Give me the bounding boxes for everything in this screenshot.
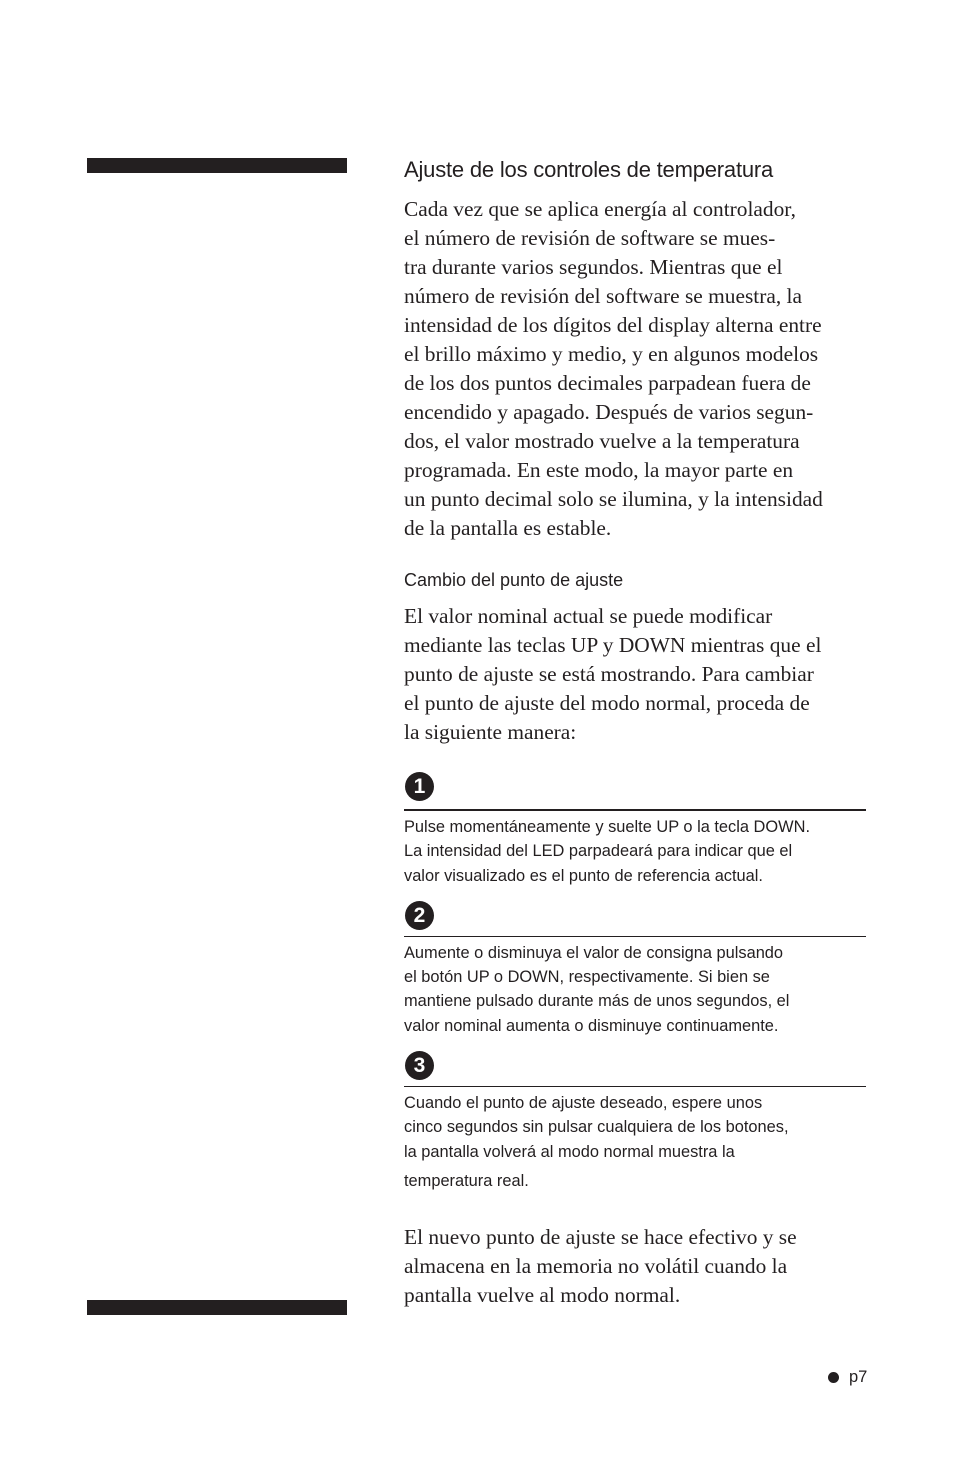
intro-line: encendido y apagado. Después de varios segun- — [404, 400, 814, 424]
intro-paragraph — [404, 195, 874, 543]
closing-line: almacena en la memoria no volátil cuando la — [404, 1254, 788, 1279]
step-text — [404, 941, 874, 1038]
intro-line: el número de revisión de software se mues- — [404, 226, 776, 250]
intro-line: de la pantalla es estable. — [404, 516, 612, 540]
step-line: Pulse momentáneamente y suelte UP o la tecla DOWN. — [404, 818, 811, 836]
decorative-rule-bottom — [87, 1300, 347, 1315]
subsection-paragraph — [404, 602, 874, 747]
step-1 — [404, 772, 874, 888]
para-line: la siguiente manera: — [404, 720, 577, 744]
step-line: el botón UP o DOWN, respectivamente. Si bien se — [404, 968, 770, 987]
closing-line: El nuevo punto de ajuste se hace efectivo y se — [404, 1225, 797, 1250]
intro-line: dos, el valor mostrado vuelve a la temperatura — [404, 429, 800, 453]
step-divider — [404, 936, 866, 937]
para-line: punto de ajuste se está mostrando. Para cambiar — [404, 662, 814, 686]
step-divider — [404, 1086, 866, 1087]
step-text — [404, 815, 874, 888]
decorative-rule-top — [87, 158, 347, 173]
step-line: La intensidad del LED parpadeará para indicar que el — [404, 842, 793, 861]
intro-line: intensidad de los dígitos del display alterna entre — [404, 313, 822, 337]
step-line: mantiene pulsado durante más de unos segundos, el — [404, 992, 790, 1011]
step-line: la pantalla volverá al modo normal muestra la — [404, 1142, 735, 1161]
intro-line: número de revisión del software se muestra, la — [404, 284, 802, 308]
intro-line: programada. En este modo, la mayor parte en — [404, 458, 794, 482]
subsection-title: Cambio del punto de ajuste — [404, 570, 624, 590]
page-number-text: p7 — [849, 1368, 868, 1386]
section-title: Ajuste de los controles de temperatura — [404, 157, 774, 182]
step-line: cinco segundos sin pulsar cualquiera de los botones, — [404, 1118, 789, 1137]
para-line: el punto de ajuste del modo normal, proceda de — [404, 691, 810, 715]
intro-line: de los dos puntos decimales parpadean fuera de — [404, 371, 811, 395]
intro-line: un punto decimal solo se ilumina, y la intensidad — [404, 487, 823, 511]
step-number-badge: 3 — [405, 1051, 434, 1080]
para-line: mediante las teclas UP y DOWN mientras que el — [404, 633, 822, 657]
step-divider — [404, 809, 866, 811]
step-text — [404, 1091, 874, 1193]
main-content — [404, 154, 874, 1310]
bullet-icon — [828, 1372, 839, 1383]
intro-line: el brillo máximo y medio, y en algunos modelos — [404, 342, 819, 366]
step-line: Cuando el punto de ajuste deseado, espere unos — [404, 1094, 763, 1113]
para-line: El valor nominal actual se puede modificar — [404, 604, 773, 628]
closing-paragraph — [404, 1223, 874, 1310]
step-line: Aumente o disminuya el valor de consigna pulsando — [404, 943, 784, 962]
step-2 — [404, 901, 874, 1038]
step-line: valor visualizado es el punto de referencia actual. — [404, 866, 763, 885]
step-3 — [404, 1051, 874, 1193]
step-line: valor nominal aumenta o disminuye continuamente. — [404, 1016, 779, 1035]
step-number-badge: 2 — [405, 901, 434, 930]
step-number-badge: 1 — [405, 772, 434, 801]
closing-line: pantalla vuelve al modo normal. — [404, 1283, 681, 1308]
intro-line: Cada vez que se aplica energía al controlador, — [404, 197, 796, 221]
page-number — [828, 1366, 867, 1388]
intro-line: tra durante varios segundos. Mientras que el — [404, 255, 783, 279]
step-line: temperatura real. — [404, 1171, 529, 1190]
